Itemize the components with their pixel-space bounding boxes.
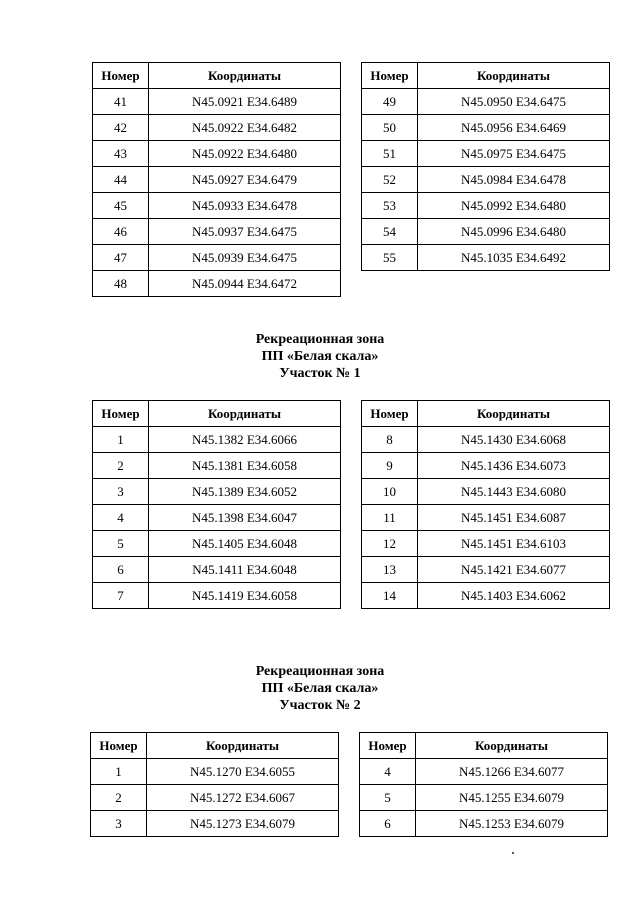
point-number: 47 [93, 245, 149, 271]
point-coordinates: N45.1403 E34.6062 [418, 583, 610, 609]
header-number: Номер [362, 63, 418, 89]
point-coordinates: N45.1272 E34.6067 [147, 785, 339, 811]
point-number: 6 [360, 811, 416, 837]
header-number: Номер [362, 401, 418, 427]
header-coordinates: Координаты [418, 401, 610, 427]
table-row [360, 759, 608, 785]
table-row [93, 141, 341, 167]
table-row [362, 193, 610, 219]
point-number: 4 [93, 505, 149, 531]
point-number: 9 [362, 453, 418, 479]
point-coordinates: N45.1273 E34.6079 [147, 811, 339, 837]
point-number: 53 [362, 193, 418, 219]
point-number: 14 [362, 583, 418, 609]
point-number: 1 [91, 759, 147, 785]
table-row [91, 811, 339, 837]
table-row [93, 219, 341, 245]
table-row [93, 89, 341, 115]
table-row [91, 785, 339, 811]
point-number: 49 [362, 89, 418, 115]
point-number: 5 [360, 785, 416, 811]
table-row [360, 811, 608, 837]
point-coordinates: N45.1266 E34.6077 [416, 759, 608, 785]
point-coordinates: N45.1411 E34.6048 [149, 557, 341, 583]
header-coordinates: Координаты [418, 63, 610, 89]
point-number: 13 [362, 557, 418, 583]
table-row [362, 115, 610, 141]
table-row [93, 531, 341, 557]
table-row [93, 557, 341, 583]
coordinates-table-plot2-4-6 [359, 732, 608, 837]
point-coordinates: N45.1405 E34.6048 [149, 531, 341, 557]
header-coordinates: Координаты [149, 401, 341, 427]
point-number: 50 [362, 115, 418, 141]
point-coordinates: N45.0921 E34.6489 [149, 89, 341, 115]
point-coordinates: N45.1035 E34.6492 [418, 245, 610, 271]
point-number: 5 [93, 531, 149, 557]
plot-number: Участок № 1 [279, 366, 361, 381]
point-number: 1 [93, 427, 149, 453]
table-row [362, 531, 610, 557]
point-coordinates: N45.1389 E34.6052 [149, 479, 341, 505]
point-number: 41 [93, 89, 149, 115]
table-row [362, 219, 610, 245]
point-coordinates: N45.1419 E34.6058 [149, 583, 341, 609]
point-coordinates: N45.1255 E34.6079 [416, 785, 608, 811]
point-number: 42 [93, 115, 149, 141]
point-coordinates: N45.1398 E34.6047 [149, 505, 341, 531]
table-row [362, 245, 610, 271]
table-row [362, 557, 610, 583]
point-number: 54 [362, 219, 418, 245]
point-number: 7 [93, 583, 149, 609]
coordinates-table-plot2-1-3 [90, 732, 339, 837]
table-row [93, 271, 341, 297]
point-coordinates: N45.1270 E34.6055 [147, 759, 339, 785]
table-row [93, 583, 341, 609]
table-row [362, 479, 610, 505]
table-row [93, 505, 341, 531]
point-coordinates: N45.1382 E34.6066 [149, 427, 341, 453]
coordinates-table-41-48 [92, 62, 341, 297]
point-coordinates: N45.1436 E34.6073 [418, 453, 610, 479]
point-number: 3 [91, 811, 147, 837]
point-coordinates: N45.0933 E34.6478 [149, 193, 341, 219]
point-coordinates: N45.0922 E34.6480 [149, 141, 341, 167]
table-row [362, 167, 610, 193]
coordinates-table-49-55 [361, 62, 610, 271]
point-coordinates: N45.0950 E34.6475 [418, 89, 610, 115]
point-coordinates: N45.1443 E34.6080 [418, 479, 610, 505]
table-row [362, 453, 610, 479]
point-number: 12 [362, 531, 418, 557]
point-coordinates: N45.1381 E34.6058 [149, 453, 341, 479]
table-row [362, 141, 610, 167]
table-row [93, 115, 341, 141]
zone-title: Рекреационная зона [255, 332, 385, 347]
header-coordinates: Координаты [149, 63, 341, 89]
point-number: 44 [93, 167, 149, 193]
plot-number: Участок № 2 [279, 698, 361, 713]
point-coordinates: N45.1253 E34.6079 [416, 811, 608, 837]
point-number: 10 [362, 479, 418, 505]
table-row [93, 479, 341, 505]
point-coordinates: N45.0996 E34.6480 [418, 219, 610, 245]
table-row [362, 583, 610, 609]
table-row [360, 785, 608, 811]
table-row [362, 505, 610, 531]
table-row [362, 427, 610, 453]
point-number: 46 [93, 219, 149, 245]
point-coordinates: N45.0927 E34.6479 [149, 167, 341, 193]
point-coordinates: N45.1430 E34.6068 [418, 427, 610, 453]
point-number: 11 [362, 505, 418, 531]
header-coordinates: Координаты [416, 733, 608, 759]
header-coordinates: Координаты [147, 733, 339, 759]
point-number: 48 [93, 271, 149, 297]
point-coordinates: N45.0992 E34.6480 [418, 193, 610, 219]
table-row [93, 245, 341, 271]
table-row [93, 193, 341, 219]
point-coordinates: N45.0975 E34.6475 [418, 141, 610, 167]
point-coordinates: N45.1451 E34.6087 [418, 505, 610, 531]
scan-speck [512, 852, 514, 854]
coordinates-table-plot1-1-7 [92, 400, 341, 609]
table-row [93, 453, 341, 479]
point-number: 6 [93, 557, 149, 583]
table-row [93, 427, 341, 453]
park-name: ПП «Белая скала» [261, 349, 379, 364]
point-coordinates: N45.0956 E34.6469 [418, 115, 610, 141]
point-number: 4 [360, 759, 416, 785]
table-row [93, 167, 341, 193]
point-number: 3 [93, 479, 149, 505]
point-number: 45 [93, 193, 149, 219]
point-number: 52 [362, 167, 418, 193]
point-coordinates: N45.0922 E34.6482 [149, 115, 341, 141]
point-number: 8 [362, 427, 418, 453]
point-coordinates: N45.0984 E34.6478 [418, 167, 610, 193]
header-number: Номер [360, 733, 416, 759]
point-coordinates: N45.0937 E34.6475 [149, 219, 341, 245]
section-heading-plot-1 [0, 331, 640, 382]
point-coordinates: N45.1451 E34.6103 [418, 531, 610, 557]
point-number: 2 [93, 453, 149, 479]
point-coordinates: N45.0939 E34.6475 [149, 245, 341, 271]
coordinates-table-plot1-8-14 [361, 400, 610, 609]
point-number: 51 [362, 141, 418, 167]
park-name: ПП «Белая скала» [261, 681, 379, 696]
section-heading-plot-2 [0, 663, 640, 714]
header-number: Номер [93, 401, 149, 427]
point-number: 55 [362, 245, 418, 271]
header-number: Номер [93, 63, 149, 89]
zone-title: Рекреационная зона [255, 664, 385, 679]
point-coordinates: N45.1421 E34.6077 [418, 557, 610, 583]
table-row [91, 759, 339, 785]
point-number: 2 [91, 785, 147, 811]
point-number: 43 [93, 141, 149, 167]
table-row [362, 89, 610, 115]
point-coordinates: N45.0944 E34.6472 [149, 271, 341, 297]
header-number: Номер [91, 733, 147, 759]
